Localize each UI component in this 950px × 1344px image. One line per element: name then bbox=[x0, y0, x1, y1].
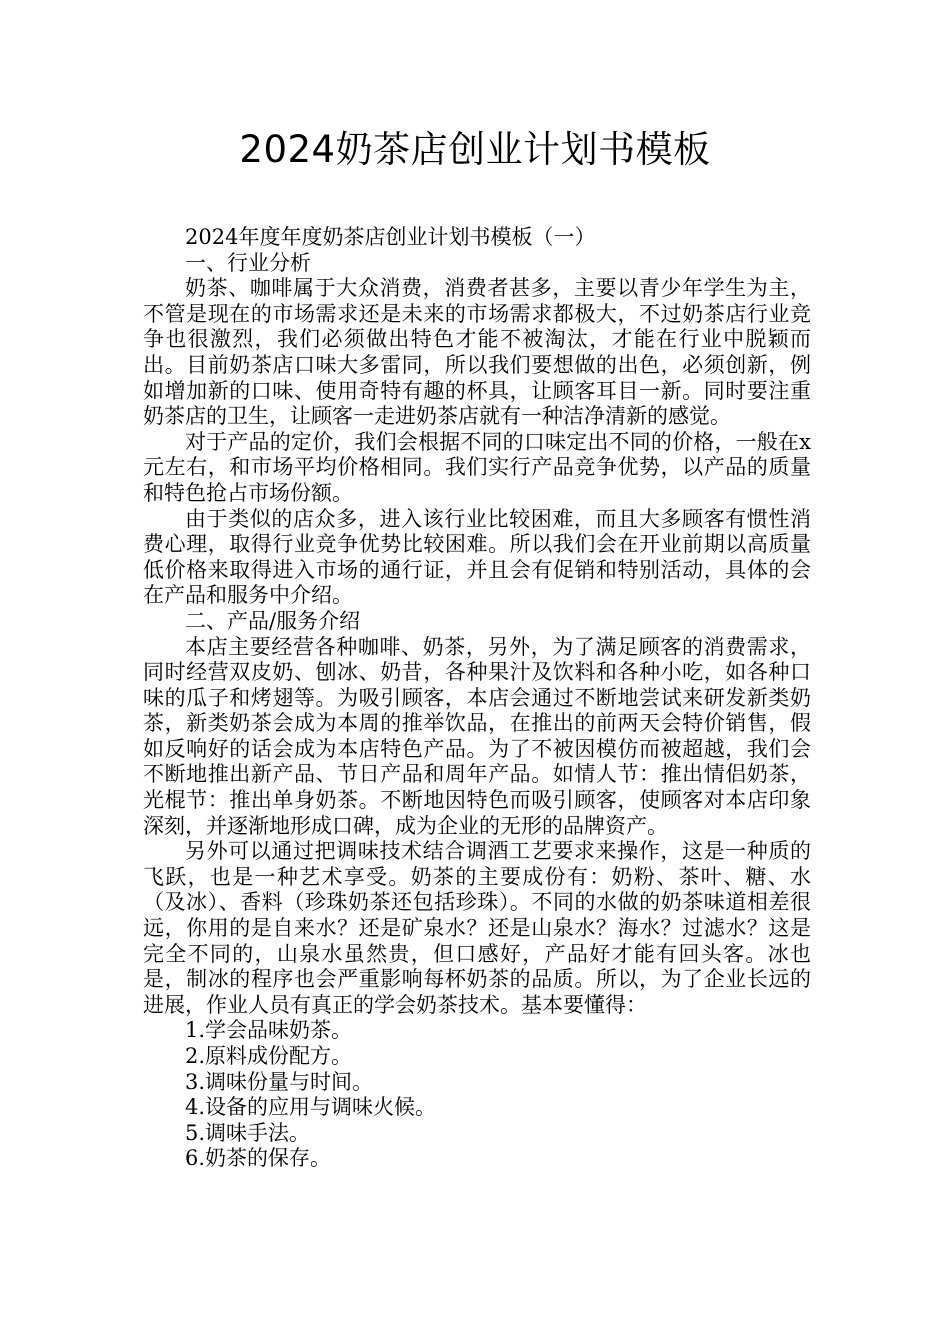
document-title: 2024奶茶店创业计划书模板 bbox=[239, 128, 711, 171]
list-item: 3.调味份量与时间。 bbox=[185, 1069, 374, 1094]
paragraph: 奶茶、咖啡属于大众消费，消费者甚多，主要以青少年学生为主，不管是现在的市场需求还是未来的市场需求都极大，不过奶茶店行业竞争也很激烈，我们必须做出特色才能不被淘汰，才能在行业中脱颖而出。目前奶茶店口味大多雷同，所以我们要想做的出色，必须创新，例如增加新的口味、使用奇特有趣的杯具，让顾客耳目一新。同时要注重奶茶店的卫生，让顾客一走进奶茶店就有一种洁净清新的感觉。 bbox=[143, 276, 811, 429]
paragraph: 另外可以通过把调味技术结合调酒工艺要求来操作，这是一种质的飞跃，也是一种艺术享受。奶茶的主要成份有：奶粉、茶叶、糖、水（及冰）、香料（珍珠奶茶还包括珍珠）。不同的水做的奶茶味道相差很远，你用的是自来水？还是矿泉水？还是山泉水？海水？过滤水？这是完全不同的，山泉水虽然贵，但口感好，产品好才能有回头客。冰也是，制冰的程序也会严重影响每杯奶茶的品质。所以，为了企业长远的进展，作业人员有真正的学会奶茶技术。基本要懂得： bbox=[143, 839, 811, 1017]
list-item: 6.奶茶的保存。 bbox=[185, 1146, 332, 1171]
list-item: 1.学会品味奶茶。 bbox=[185, 1018, 353, 1043]
paragraph: 由于类似的店众多，进入该行业比较困难，而且大多顾客有惯性消费心理，取得行业竞争优势比较困难。所以我们会在开业前期以高质量低价格来取得进入市场的通行证，并且会有促销和特别活动，具体的会在产品和服务中介绍。 bbox=[143, 506, 811, 608]
section-heading-products-services: 二、产品/服务介绍 bbox=[185, 608, 361, 633]
list-item: 4.设备的应用与调味火候。 bbox=[185, 1095, 437, 1120]
paragraph: 对于产品的定价，我们会根据不同的口味定出不同的价格，一般在x元左右，和市场平均价格相同。我们实行产品竞争优势，以产品的质量和特色抢占市场份额。 bbox=[143, 429, 811, 505]
list-item: 5.调味手法。 bbox=[185, 1120, 311, 1145]
document-body bbox=[143, 225, 811, 1172]
paragraph: 本店主要经营各种咖啡、奶茶，另外，为了满足顾客的消费需求，同时经营双皮奶、刨冰、奶昔，各种果汁及饮料和各种小吃，如各种口味的瓜子和烤翅等。为吸引顾客，本店会通过不断地尝试来研发新类奶茶，新类奶茶会成为本周的推举饮品，在推出的前两天会特价销售，假如反响好的话会成为本店特色产品。为了不被因模仿而被超越，我们会不断地推出新产品、节日产品和周年产品。如情人节：推出情侣奶茶，光棍节：推出单身奶茶。不断地因特色而吸引顾客，使顾客对本店印象深刻，并逐渐地形成口碑，成为企业的无形的品牌资产。 bbox=[143, 634, 811, 838]
section-subtitle: 2024年度年度奶茶店创业计划书模板（一） bbox=[185, 225, 596, 249]
list-item: 2.原料成份配方。 bbox=[185, 1044, 353, 1068]
section-heading-industry-analysis: 一、行业分析 bbox=[185, 250, 311, 275]
